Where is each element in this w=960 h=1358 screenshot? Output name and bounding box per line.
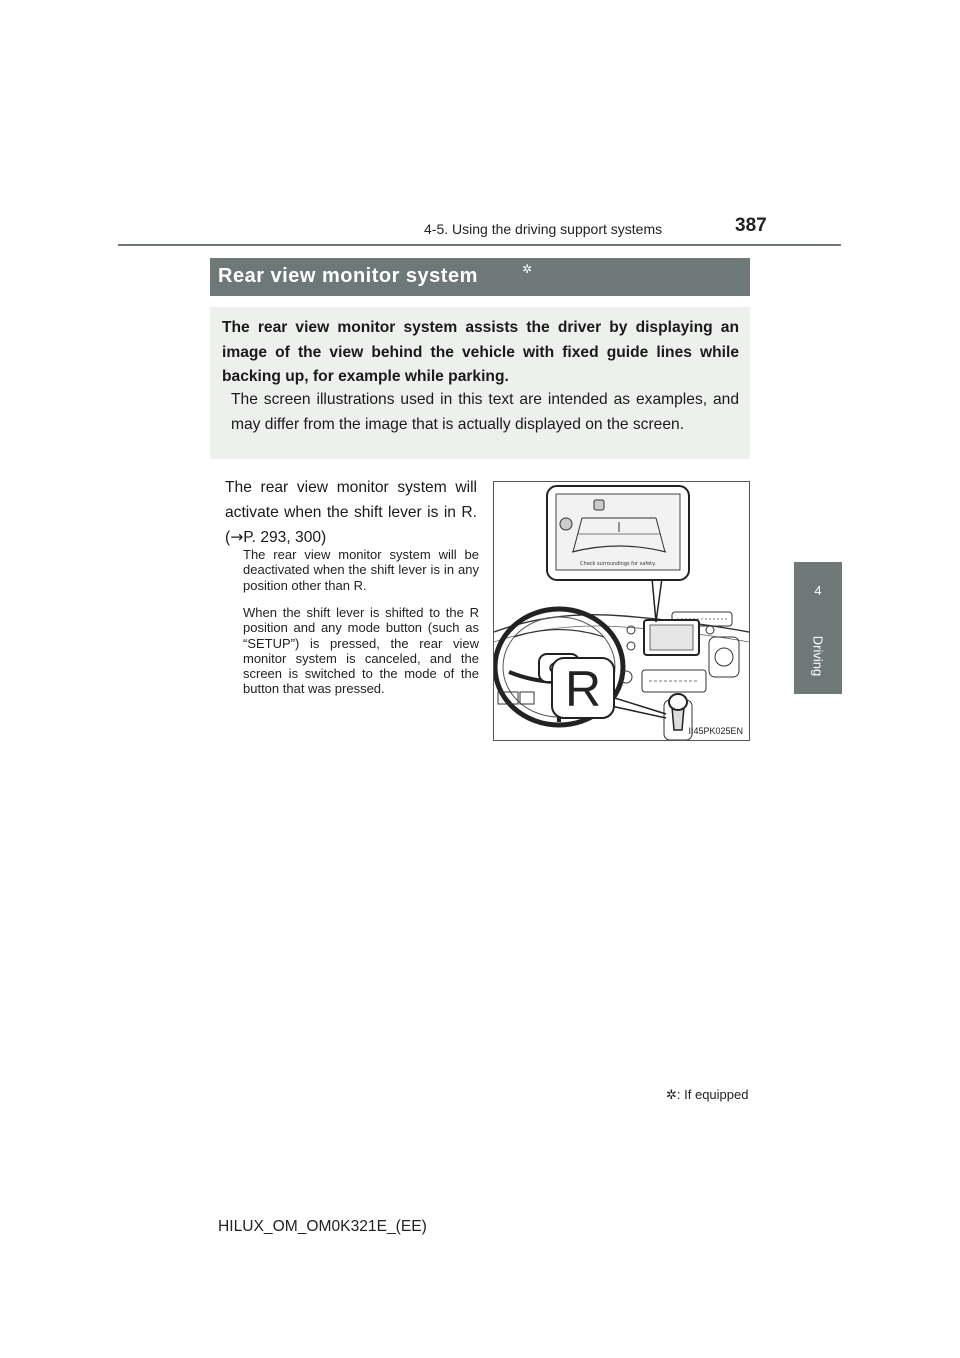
intro-box: [210, 307, 750, 459]
note-cancel: When the shift lever is shifted to the R position and any mode button (such as “SETUP”) is pressed, the rear view monitor system is canceled, and the screen is switched to the mode of the button that was pressed.: [243, 605, 479, 697]
footer-document-id: HILUX_OM_OM0K321E_(EE): [218, 1218, 427, 1235]
footnote-text: : If equipped: [676, 1087, 749, 1102]
page-reference-link[interactable]: P. 293, 300): [243, 529, 327, 546]
chapter-tab-label-text: Driving: [810, 635, 826, 677]
footnote: [666, 1087, 748, 1103]
page-ref-arrow: →: [230, 528, 244, 546]
footnote-marker: ✲: [666, 1088, 677, 1103]
gear-r-label: R: [564, 661, 602, 717]
section-title-bar: [210, 258, 750, 296]
intro-bold-text: The rear view monitor system assists the driver by displaying an image of the view behind the vehicle with fixed guide lines while backing up, for example while parking.: [222, 319, 739, 385]
figure-code: II45PK025EN: [688, 726, 743, 736]
note-deactivation: The rear view monitor system will be deactivated when the shift lever is in any position other than R.: [243, 547, 479, 593]
header-section-title: 4-5. Using the driving support systems: [424, 221, 663, 237]
header-rule: [118, 244, 841, 246]
body-main-before: The rear view monitor system will activate when the shift lever is in R. (: [225, 479, 477, 546]
intro-note-text: The screen illustrations used in this text are intended as examples, and may differ from the image that is actually displayed on the screen.: [231, 391, 739, 433]
page-number: 387: [735, 215, 767, 236]
section-title: Rear view monitor system: [218, 265, 478, 287]
chapter-tab-number: 4: [794, 562, 842, 619]
body-main-text: [225, 476, 477, 551]
chapter-tab-label: [794, 619, 842, 694]
if-equipped-marker: ✲: [522, 262, 533, 276]
dashboard-illustration: [493, 481, 750, 741]
dashboard-drawing: [494, 482, 749, 740]
screen-message: Check surroundings for safety.: [580, 561, 656, 567]
